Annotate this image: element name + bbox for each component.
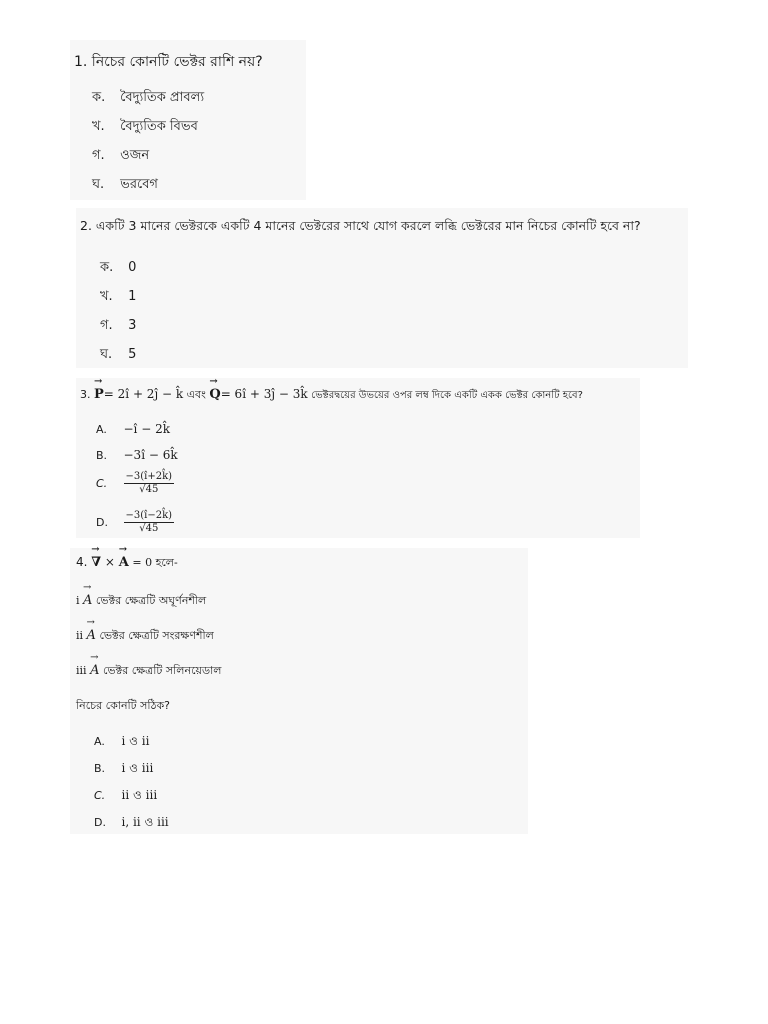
q1-option-kha: খ. বৈদ্যুতিক বিভব bbox=[92, 119, 198, 134]
q3-option-c-fraction: $\frac{-3(î+2k̂)}{√45}$ bbox=[125, 471, 173, 495]
q4-prompt: নিচের কোনটি সঠিক? bbox=[76, 699, 170, 712]
q4-question: 4. → ∇ × → A = 0 হলে- bbox=[76, 554, 178, 573]
q4-option-a: A. i ও ii bbox=[94, 734, 150, 748]
q3-option-d-fraction: $\frac{-3(î-2k̂)}{√45}$ bbox=[125, 510, 173, 534]
q2-option-kha: খ. 1 bbox=[100, 289, 137, 304]
q1-option-ga: গ. ওজন bbox=[92, 148, 150, 163]
q1-option-gha: ঘ. ভরবেগ bbox=[92, 177, 158, 192]
q4-option-b: B. i ও iii bbox=[94, 761, 154, 775]
q2-option-ka: ক. 0 bbox=[100, 260, 137, 275]
q4-statement-iii: iii → A ভেক্টর ক্ষেত্রটি সলিনয়েডাল bbox=[76, 662, 221, 681]
q3-option-c: C. $\frac{-3(î+2k̂)}{√45}$ bbox=[96, 471, 173, 495]
q4-statement-ii: ii → A ভেক্টর ক্ষেত্রটি সংরক্ষণশীল bbox=[76, 627, 214, 646]
q1-question: 1. নিচের কোনটি ভেক্টর রাশি নয়? bbox=[74, 54, 263, 70]
q2-option-ga: গ. 3 bbox=[100, 318, 137, 333]
q4-option-d: D. i, ii ও iii bbox=[94, 815, 169, 829]
q3-question: 3. → P= 2î + 2ĵ − k̂ এবং → Q= 6î + 3ĵ − 3k̂ ভেক্টরদ্বয়ের উভয়ের ওপর লম্ব দিকে একটি একক ভেক্টর কোনটি হবে? bbox=[80, 386, 583, 405]
q4-option-c: C. ii ও iii bbox=[94, 788, 158, 802]
q3-option-a: A. −î − 2k̂ bbox=[96, 422, 170, 436]
q2-option-gha: ঘ. 5 bbox=[100, 347, 137, 362]
q3-option-d: D. $\frac{-3(î-2k̂)}{√45}$ bbox=[96, 510, 173, 534]
q1-option-ka: ক. বৈদ্যুতিক প্রাবল্য bbox=[92, 90, 205, 105]
q4-statement-i: i → A ভেক্টর ক্ষেত্রটি অঘূর্ণনশীল bbox=[76, 592, 206, 611]
q3-option-b: B. −3î − 6k̂ bbox=[96, 448, 178, 462]
q2-question: 2. একটি 3 মানের ভেক্টরকে একটি 4 মানের ভেক্টরের সাথে যোগ করলে লব্ধি ভেক্টরের মান নিচের কোনটি হবে না? bbox=[80, 218, 641, 233]
